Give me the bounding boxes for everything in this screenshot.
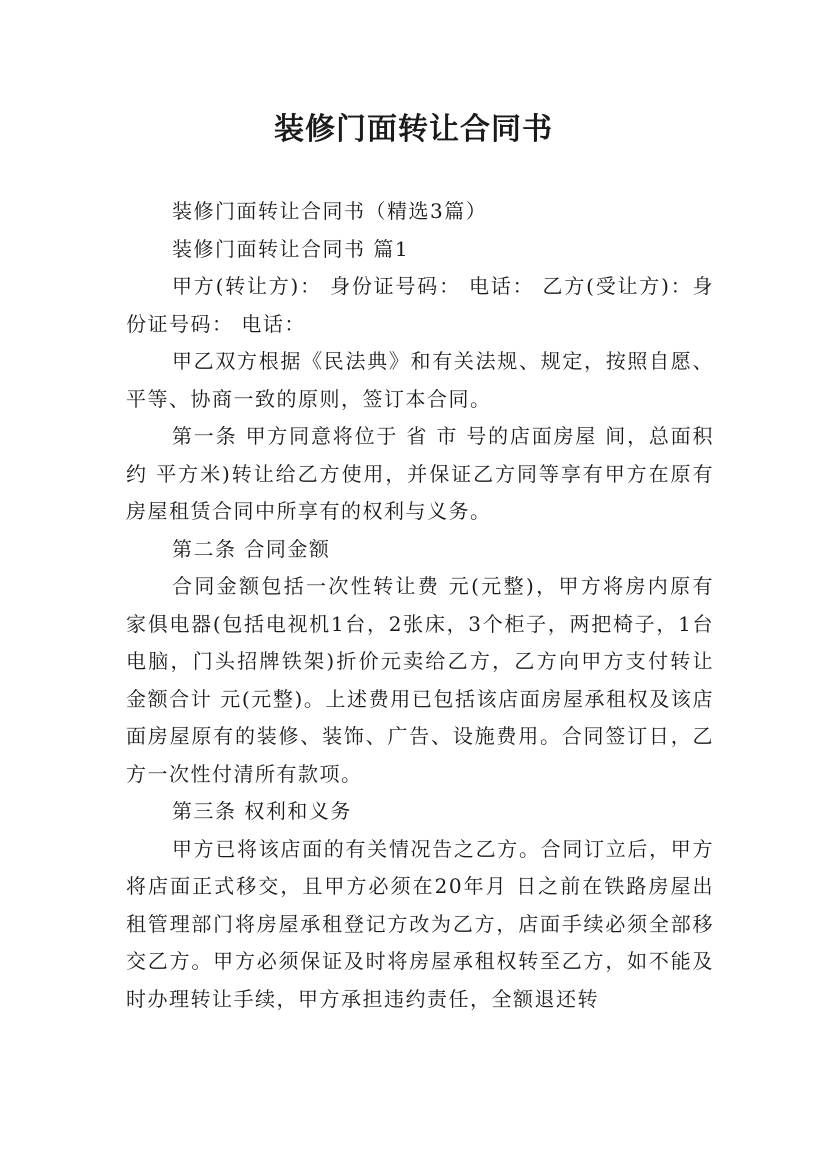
paragraph-article-3-heading: 第三条 权利和义务 [172,799,352,823]
paragraph-article-2-heading: 第二条 合同金额 [172,536,331,561]
document-title: 装修门面转让合同书 [274,112,553,147]
paragraph-parties: 甲方(转让方)： 身份证号码： 电话： 乙方(受让方)：身份证号码： 电话： [126,274,714,336]
paragraph-preamble: 甲乙双方根据《民法典》和有关法规、规定，按照自愿、平等、协商一致的原则，签订本合同。 [126,349,714,411]
paragraph-part-heading: 装修门面转让合同书 篇1 [172,236,410,261]
document-body [126,193,714,1018]
paragraph-article-2-body: 合同金额包括一次性转让费 元(元整)，甲方将房内原有家俱电器(包括电视机1台，2张床，3个柜子，两把椅子，1台电脑，门头招牌铁架)折价元卖给乙方，乙方向甲方支付转让金额合计 元(元整)。上述费用已包括该店面房屋承租权及该店面房屋原有的装修、装饰、广告、设施费用。合同签订日，乙方一次性付清所有款项。 [126,574,714,786]
paragraph-collection-heading: 装修门面转让合同书（精选3篇） [172,199,488,223]
paragraph-article-3-body: 甲方已将该店面的有关情况告之乙方。合同订立后，甲方将店面正式移交，且甲方必须在20年月 日之前在铁路房屋出租管理部门将房屋承租登记方改为乙方，店面手续必须全部移交乙方。甲方必须保证及时将房屋承租权转至乙方，如不能及时办理转让手续，甲方承担违约责任，全额退还转 [126,836,714,1011]
paragraph-article-1: 第一条 甲方同意将位于 省 市 号的店面房屋 间，总面积约 平方米)转让给乙方使用，并保证乙方同等享有甲方在原有房屋租赁合同中所享有的权利与义务。 [126,424,714,523]
